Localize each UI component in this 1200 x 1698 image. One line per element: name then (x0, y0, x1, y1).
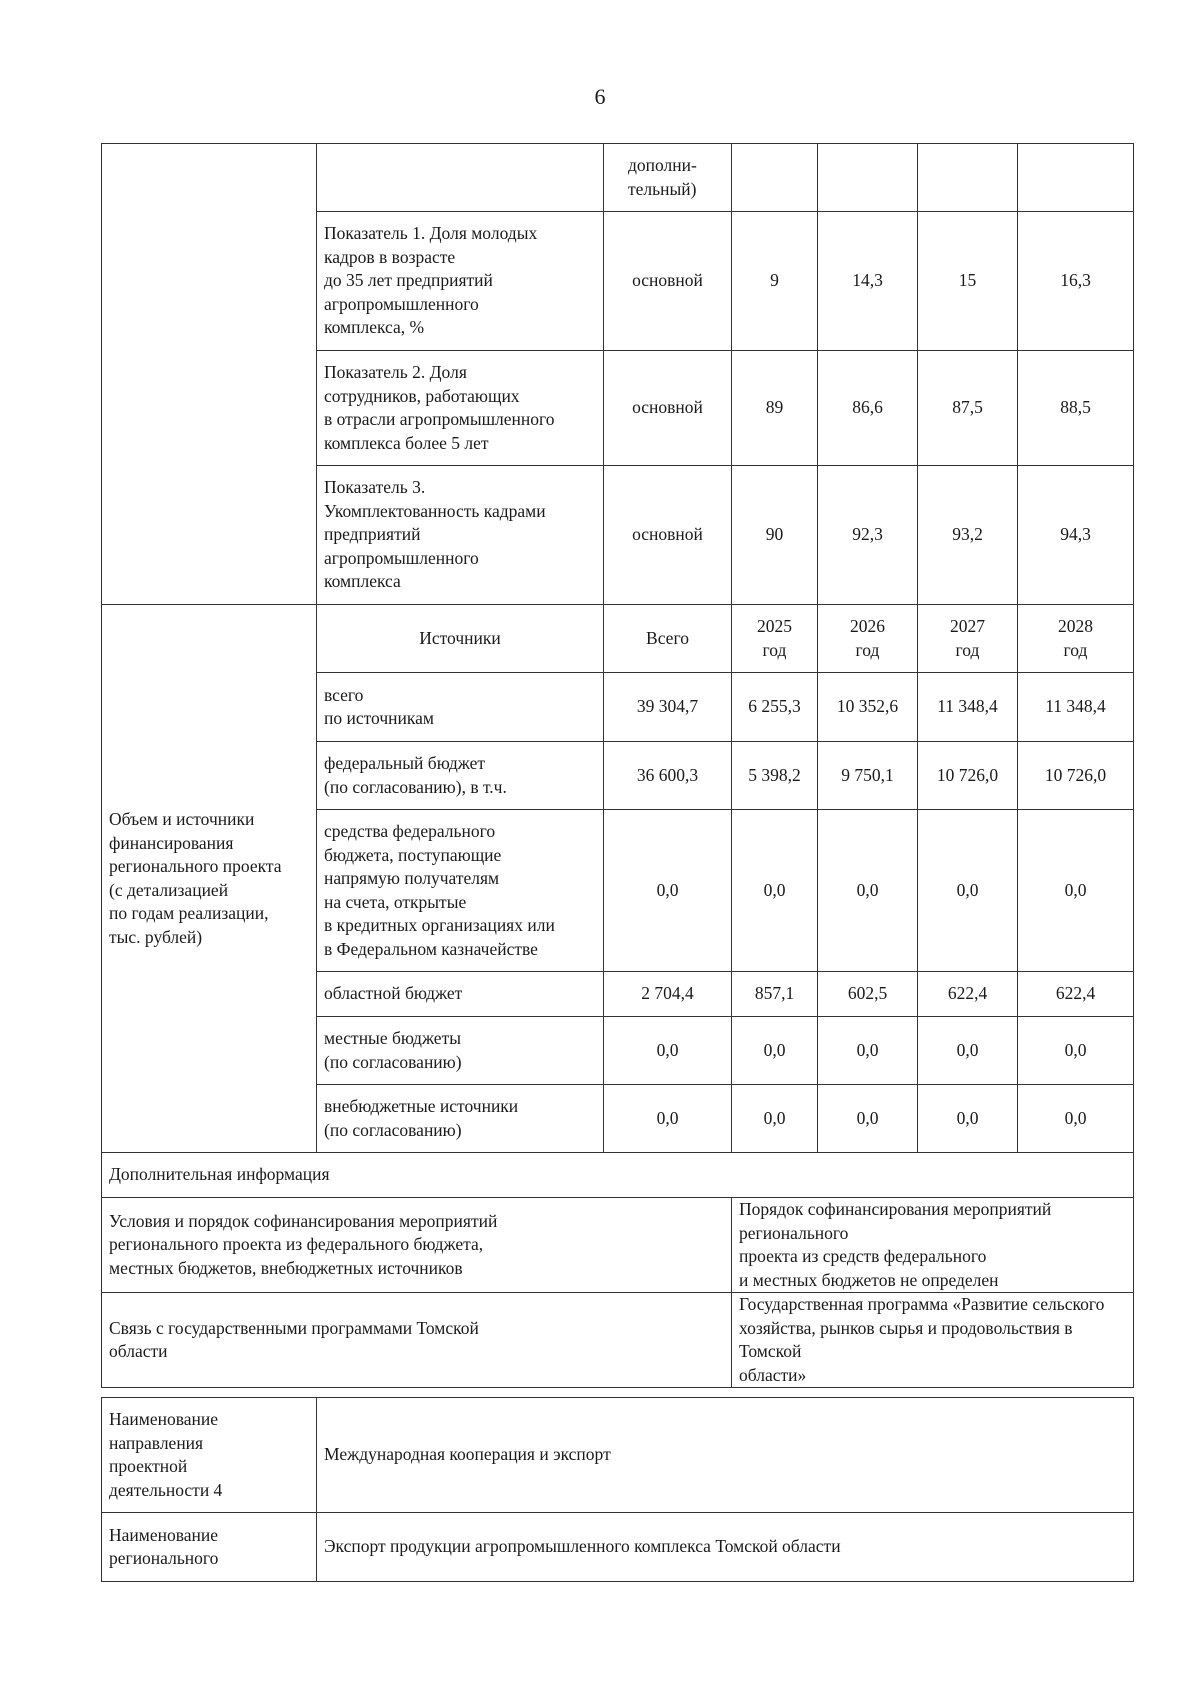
indicator-value: 94,3 (1018, 466, 1134, 605)
financing-value: 9 750,1 (818, 742, 918, 810)
regional-label: Наименование регионального (102, 1513, 317, 1582)
indicator-value: 14,3 (818, 212, 918, 351)
page-number: 6 (594, 84, 606, 109)
financing-source: областной бюджет (317, 972, 604, 1017)
financing-source: всего по источникам (317, 673, 604, 742)
financing-value: 0,0 (918, 1017, 1018, 1085)
regional-value: Экспорт продукции агропромышленного комплекса Томской области (317, 1513, 1134, 1582)
financing-header-total: Всего (604, 605, 732, 673)
indicator-value: 92,3 (818, 466, 918, 605)
financing-header-year: 2028 год (1018, 605, 1134, 673)
financing-header-row (102, 605, 1134, 673)
financing-value: 0,0 (732, 1017, 818, 1085)
direction-value: Международная кооперация и экспорт (317, 1398, 1134, 1513)
financing-value: 2 704,4 (604, 972, 732, 1017)
indicator-type: основной (604, 466, 732, 605)
financing-value: 0,0 (732, 1085, 818, 1153)
financing-source: местные бюджеты (по согласованию) (317, 1017, 604, 1085)
financing-value: 622,4 (1018, 972, 1134, 1017)
financing-value: 0,0 (818, 810, 918, 972)
financing-value: 11 348,4 (918, 673, 1018, 742)
direction-label: Наименование направления проектной деятельности 4 (102, 1398, 317, 1513)
indicator-value: 90 (732, 466, 818, 605)
conditions-label: Условия и порядок софинансирования мероприятий регионального проекта из федерального бюджета, местных бюджетов, внебюджетных источников (102, 1198, 732, 1293)
financing-value: 0,0 (818, 1085, 918, 1153)
financing-value: 0,0 (1018, 1085, 1134, 1153)
financing-label: Объем и источники финансирования регионального проекта (с детализацией по годам реализации, тыс. рублей) (102, 605, 317, 1153)
indicator-name: Показатель 1. Доля молодых кадров в возрасте до 35 лет предприятий агропромышленного комплекса, % (317, 212, 604, 351)
financing-value: 11 348,4 (1018, 673, 1134, 742)
financing-value: 0,0 (818, 1017, 918, 1085)
indicator-type: основной (604, 351, 732, 466)
financing-header-year: 2027 год (918, 605, 1018, 673)
conditions-value: Порядок софинансирования мероприятий регионального проекта из средств федерального и местных бюджетов не определен (732, 1198, 1134, 1293)
financing-value: 0,0 (918, 810, 1018, 972)
financing-header-year: 2026 год (818, 605, 918, 673)
indicator-type-header: дополни- тельный) (604, 144, 732, 212)
regional-row (102, 1513, 1134, 1582)
financing-value: 0,0 (1018, 810, 1134, 972)
indicator-value: 15 (918, 212, 1018, 351)
indicator-name: Показатель 3. Укомплектованность кадрами предприятий агропромышленного комплекса (317, 466, 604, 605)
indicator-value: 93,2 (918, 466, 1018, 605)
financing-value: 10 726,0 (918, 742, 1018, 810)
additional-info-row (102, 1153, 1134, 1198)
programs-row (102, 1293, 1134, 1388)
indicator-value: 87,5 (918, 351, 1018, 466)
financing-value: 0,0 (604, 1017, 732, 1085)
indicator-value: 9 (732, 212, 818, 351)
indicator-value: 88,5 (1018, 351, 1134, 466)
financing-value: 0,0 (732, 810, 818, 972)
programs-value: Государственная программа «Развитие сельского хозяйства, рынков сырья и продовольствия в Томской области» (732, 1293, 1134, 1388)
financing-header-year: 2025 год (732, 605, 818, 673)
indicator-type: основной (604, 212, 732, 351)
additional-info-title: Дополнительная информация (102, 1153, 1134, 1198)
financing-value: 10 352,6 (818, 673, 918, 742)
indicator-name: Показатель 2. Доля сотрудников, работающих в отрасли агропромышленного комплекса более 5 лет (317, 351, 604, 466)
financing-value: 10 726,0 (1018, 742, 1134, 810)
financing-value: 0,0 (1018, 1017, 1134, 1085)
conditions-row (102, 1198, 1134, 1293)
empty-label-cell (102, 144, 317, 605)
indicator-value: 86,6 (818, 351, 918, 466)
indicator-header-row (102, 144, 1134, 212)
indicator-value: 89 (732, 351, 818, 466)
financing-value: 622,4 (918, 972, 1018, 1017)
direction-row (102, 1398, 1134, 1513)
financing-value: 602,5 (818, 972, 918, 1017)
financing-header-sources: Источники (317, 605, 604, 673)
financing-value: 39 304,7 (604, 673, 732, 742)
financing-value: 6 255,3 (732, 673, 818, 742)
financing-value: 0,0 (604, 1085, 732, 1153)
direction-table (101, 1397, 1134, 1582)
indicator-value: 16,3 (1018, 212, 1134, 351)
programs-label: Связь с государственными программами Томской области (102, 1293, 732, 1388)
financing-source: внебюджетные источники (по согласованию) (317, 1085, 604, 1153)
financing-value: 36 600,3 (604, 742, 732, 810)
financing-value: 857,1 (732, 972, 818, 1017)
financing-source: средства федерального бюджета, поступающие напрямую получателям на счета, открытые в кредитных организациях или в Федеральном казначействе (317, 810, 604, 972)
financing-value: 0,0 (918, 1085, 1018, 1153)
financing-source: федеральный бюджет (по согласованию), в т.ч. (317, 742, 604, 810)
passport-table (101, 143, 1134, 1388)
financing-value: 0,0 (604, 810, 732, 972)
financing-value: 5 398,2 (732, 742, 818, 810)
